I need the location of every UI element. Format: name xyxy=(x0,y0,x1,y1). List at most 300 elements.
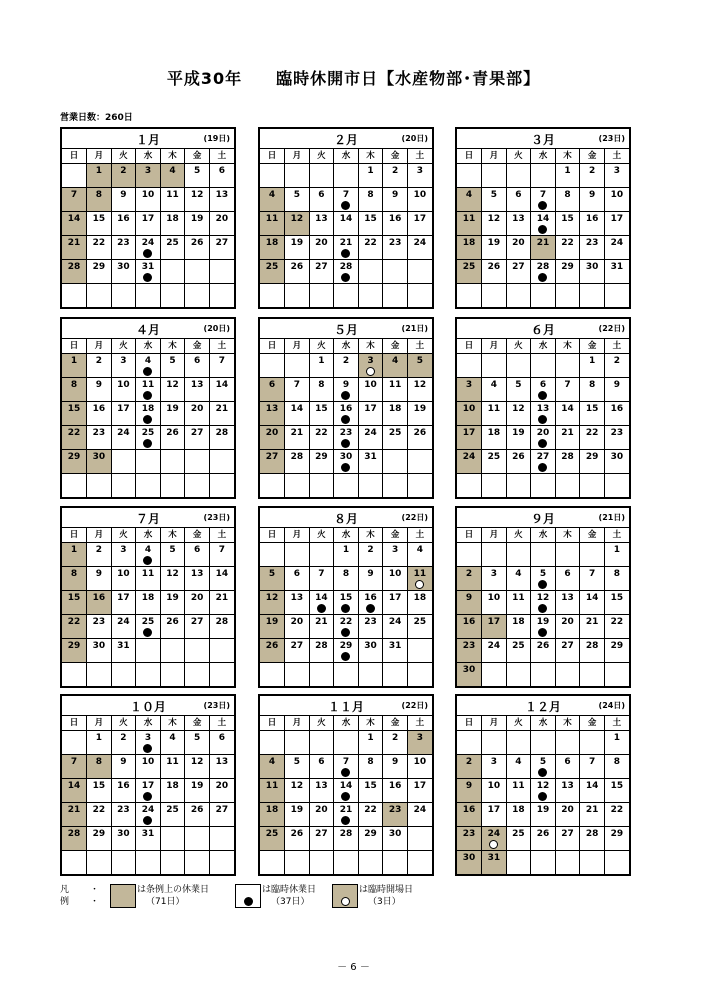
day-number: 27 xyxy=(215,805,229,815)
empty-cell xyxy=(555,284,580,308)
day-cell xyxy=(580,591,605,615)
day-number: 14 xyxy=(561,404,574,414)
day-number: 6 xyxy=(218,166,226,176)
empty-cell xyxy=(309,284,334,308)
weekday-header: 金 xyxy=(580,528,605,543)
empty-cell xyxy=(160,450,185,474)
day-cell xyxy=(309,402,334,426)
weekday-header: 木 xyxy=(555,149,580,164)
day-cell xyxy=(531,779,556,803)
day-number: 8 xyxy=(342,569,350,579)
day-cell xyxy=(260,755,285,779)
weekday-header: 水 xyxy=(531,528,556,543)
month-name: １０月 xyxy=(129,700,166,714)
day-number: 16 xyxy=(610,404,624,414)
day-number: 13 xyxy=(536,404,550,414)
day-cell xyxy=(260,827,285,851)
empty-cell xyxy=(531,731,556,755)
day-cell xyxy=(580,212,605,236)
day-number: 27 xyxy=(265,452,279,462)
month-name: １月 xyxy=(135,133,160,147)
day-number: 8 xyxy=(588,380,596,390)
day-number: 2 xyxy=(120,166,127,176)
empty-cell xyxy=(160,851,185,875)
month-calendar xyxy=(455,506,631,688)
day-number: 24 xyxy=(487,641,501,651)
empty-cell xyxy=(309,474,334,498)
month-header xyxy=(62,319,234,339)
day-number: 28 xyxy=(585,829,599,839)
month-calendar xyxy=(60,694,236,876)
day-cell xyxy=(87,755,112,779)
day-cell xyxy=(111,188,136,212)
day-number: 5 xyxy=(539,569,547,579)
weekday-header: 水 xyxy=(531,716,556,731)
day-cell xyxy=(87,402,112,426)
empty-cell xyxy=(506,284,531,308)
day-number: 23 xyxy=(92,428,106,438)
day-number: 8 xyxy=(613,757,621,767)
weekday-header: 月 xyxy=(87,339,112,354)
day-cell xyxy=(136,827,161,851)
day-number: 27 xyxy=(561,641,574,651)
day-number: 7 xyxy=(70,757,78,767)
day-number: 27 xyxy=(512,262,525,272)
day-cell xyxy=(383,402,408,426)
day-cell xyxy=(209,402,234,426)
month-calendar xyxy=(455,694,631,876)
empty-cell xyxy=(285,543,310,567)
empty-cell xyxy=(209,450,234,474)
day-number: 12 xyxy=(265,593,279,603)
day-number: 7 xyxy=(342,190,350,200)
empty-cell xyxy=(383,474,408,498)
day-cell xyxy=(506,755,531,779)
day-cell xyxy=(285,260,310,284)
weekday-header: 火 xyxy=(111,149,136,164)
day-number: 3 xyxy=(144,166,152,176)
weekday-header: 月 xyxy=(285,528,310,543)
month-table xyxy=(260,339,432,497)
weekday-header: 日 xyxy=(457,528,482,543)
empty-cell xyxy=(260,663,285,687)
day-cell xyxy=(506,779,531,803)
day-cell xyxy=(482,779,507,803)
day-number: 26 xyxy=(413,428,427,438)
empty-cell xyxy=(209,474,234,498)
empty-cell xyxy=(285,474,310,498)
day-number: 26 xyxy=(190,238,204,248)
empty-cell xyxy=(334,474,359,498)
weekday-header: 月 xyxy=(482,716,507,731)
day-number: 18 xyxy=(388,404,402,414)
closed-dot-icon xyxy=(538,604,547,613)
weekday-header: 木 xyxy=(160,528,185,543)
day-cell xyxy=(62,615,87,639)
day-number: 13 xyxy=(512,214,525,224)
day-cell xyxy=(383,755,408,779)
month-header xyxy=(62,129,234,149)
day-number: 25 xyxy=(141,428,155,438)
day-number: 11 xyxy=(141,569,155,579)
day-number: 17 xyxy=(487,617,501,627)
empty-cell xyxy=(555,851,580,875)
day-number: 30 xyxy=(462,853,476,863)
day-number: 6 xyxy=(515,190,522,200)
day-number: 15 xyxy=(610,593,624,603)
day-number: 12 xyxy=(536,781,550,791)
day-cell xyxy=(309,591,334,615)
day-number: 14 xyxy=(67,781,81,791)
day-cell xyxy=(555,567,580,591)
day-number: 1 xyxy=(342,545,350,555)
day-number: 11 xyxy=(512,781,525,791)
weekday-header: 月 xyxy=(482,149,507,164)
day-cell xyxy=(62,827,87,851)
day-number: 19 xyxy=(190,214,204,224)
day-cell xyxy=(531,426,556,450)
day-number: 20 xyxy=(265,428,279,438)
closed-dot-icon xyxy=(143,391,152,400)
day-cell xyxy=(160,731,185,755)
day-number: 9 xyxy=(391,757,399,767)
day-number: 25 xyxy=(141,617,155,627)
day-cell xyxy=(185,615,210,639)
day-cell xyxy=(604,212,629,236)
day-cell xyxy=(87,164,112,188)
empty-cell xyxy=(383,663,408,687)
weekday-header: 火 xyxy=(309,528,334,543)
day-number: 31 xyxy=(388,641,402,651)
closed-dot-icon xyxy=(341,652,350,661)
day-number: 25 xyxy=(512,829,525,839)
day-number: 10 xyxy=(388,569,402,579)
weekday-header: 土 xyxy=(209,149,234,164)
day-number: 11 xyxy=(487,404,501,414)
day-cell xyxy=(531,402,556,426)
month-calendar xyxy=(60,506,236,688)
day-cell xyxy=(62,212,87,236)
day-number: 22 xyxy=(561,238,574,248)
legend-label: 凡 例 xyxy=(60,885,70,907)
day-number: 26 xyxy=(166,617,179,627)
day-number: 4 xyxy=(268,190,276,200)
closed-dot-icon xyxy=(143,816,152,825)
weekday-header: 水 xyxy=(136,716,161,731)
day-cell xyxy=(62,779,87,803)
day-cell xyxy=(111,236,136,260)
day-number: 13 xyxy=(315,781,328,791)
weekday-header: 水 xyxy=(136,339,161,354)
empty-cell xyxy=(209,284,234,308)
day-number: 28 xyxy=(215,428,229,438)
day-cell xyxy=(87,639,112,663)
day-cell xyxy=(87,354,112,378)
day-number: 24 xyxy=(487,829,501,839)
day-cell xyxy=(407,402,432,426)
day-cell xyxy=(87,779,112,803)
day-cell xyxy=(604,543,629,567)
closed-dot-icon xyxy=(341,439,350,448)
day-cell xyxy=(260,212,285,236)
closed-dot-icon xyxy=(538,415,547,424)
day-cell xyxy=(580,188,605,212)
month-day-count: (21日) xyxy=(401,324,428,333)
weekday-header: 月 xyxy=(87,528,112,543)
day-cell xyxy=(87,731,112,755)
day-cell xyxy=(87,567,112,591)
day-number: 3 xyxy=(416,733,424,743)
day-number: 3 xyxy=(391,545,399,555)
day-cell xyxy=(531,591,556,615)
empty-cell xyxy=(285,284,310,308)
day-cell xyxy=(62,188,87,212)
day-number: 24 xyxy=(610,238,624,248)
day-cell xyxy=(457,591,482,615)
day-cell xyxy=(604,402,629,426)
day-number: 28 xyxy=(215,617,229,627)
empty-cell xyxy=(185,639,210,663)
weekday-header: 金 xyxy=(383,528,408,543)
empty-cell xyxy=(136,474,161,498)
day-number: 22 xyxy=(92,238,106,248)
day-cell xyxy=(555,827,580,851)
closed-dot-icon xyxy=(366,604,375,613)
empty-cell xyxy=(604,663,629,687)
day-number: 31 xyxy=(141,262,155,272)
empty-cell xyxy=(111,851,136,875)
day-cell xyxy=(358,827,383,851)
empty-cell xyxy=(383,284,408,308)
day-number: 12 xyxy=(166,569,179,579)
empty-cell xyxy=(285,663,310,687)
day-cell xyxy=(111,615,136,639)
day-cell xyxy=(580,779,605,803)
empty-cell xyxy=(482,474,507,498)
day-number: 14 xyxy=(215,380,229,390)
day-cell xyxy=(285,378,310,402)
day-number: 26 xyxy=(290,262,304,272)
day-cell xyxy=(260,567,285,591)
day-number: 4 xyxy=(391,356,399,366)
day-cell xyxy=(604,803,629,827)
empty-cell xyxy=(87,284,112,308)
weekday-header: 木 xyxy=(555,528,580,543)
month-name: ９月 xyxy=(530,512,555,526)
day-cell xyxy=(482,755,507,779)
day-number: 20 xyxy=(315,805,328,815)
month-calendar xyxy=(60,127,236,309)
weekday-header: 火 xyxy=(309,716,334,731)
closed-dot-icon xyxy=(143,556,152,565)
empty-cell xyxy=(482,284,507,308)
day-number: 29 xyxy=(315,452,328,462)
day-number: 25 xyxy=(512,641,525,651)
empty-cell xyxy=(160,284,185,308)
day-cell xyxy=(383,188,408,212)
day-number: 2 xyxy=(465,569,473,579)
empty-cell xyxy=(407,260,432,284)
empty-cell xyxy=(407,851,432,875)
day-cell xyxy=(209,803,234,827)
day-number: 5 xyxy=(293,190,300,200)
day-cell xyxy=(209,354,234,378)
day-number: 22 xyxy=(610,805,624,815)
month-calendar xyxy=(258,317,434,499)
empty-cell xyxy=(383,450,408,474)
day-number: 21 xyxy=(215,404,229,414)
day-cell xyxy=(407,426,432,450)
day-number: 8 xyxy=(70,569,78,579)
weekday-header: 土 xyxy=(407,528,432,543)
day-number: 22 xyxy=(67,428,81,438)
day-number: 2 xyxy=(613,356,621,366)
day-cell xyxy=(506,591,531,615)
day-cell xyxy=(506,212,531,236)
day-number: 19 xyxy=(536,805,550,815)
day-cell xyxy=(260,779,285,803)
day-number: 28 xyxy=(315,641,328,651)
day-cell xyxy=(358,567,383,591)
day-number: 14 xyxy=(585,781,599,791)
day-cell xyxy=(136,755,161,779)
day-cell xyxy=(531,188,556,212)
day-cell xyxy=(358,755,383,779)
month-name: ３月 xyxy=(530,133,555,147)
empty-cell xyxy=(407,450,432,474)
month-table xyxy=(62,339,234,497)
day-number: 6 xyxy=(193,545,201,555)
day-cell xyxy=(580,755,605,779)
weekday-header: 火 xyxy=(309,149,334,164)
empty-cell xyxy=(457,731,482,755)
day-cell xyxy=(531,236,556,260)
day-number: 7 xyxy=(588,757,596,767)
day-number: 22 xyxy=(610,617,624,627)
day-cell xyxy=(555,755,580,779)
day-number: 2 xyxy=(342,356,350,366)
day-cell xyxy=(580,378,605,402)
day-cell xyxy=(160,615,185,639)
day-cell xyxy=(604,591,629,615)
day-number: 1 xyxy=(613,545,621,555)
day-cell xyxy=(334,402,359,426)
day-cell xyxy=(604,188,629,212)
day-cell xyxy=(506,260,531,284)
day-cell xyxy=(358,426,383,450)
day-cell xyxy=(604,354,629,378)
day-number: 12 xyxy=(536,593,550,603)
day-number: 8 xyxy=(564,190,571,200)
day-cell xyxy=(209,543,234,567)
day-number: 26 xyxy=(536,829,550,839)
day-cell xyxy=(482,378,507,402)
weekday-header: 日 xyxy=(457,716,482,731)
day-number: 2 xyxy=(391,166,399,176)
day-number: 17 xyxy=(487,805,501,815)
empty-cell xyxy=(531,474,556,498)
day-number: 17 xyxy=(141,781,155,791)
day-number: 3 xyxy=(144,733,152,743)
day-number: 26 xyxy=(166,428,179,438)
empty-cell xyxy=(555,474,580,498)
empty-cell xyxy=(482,543,507,567)
day-cell xyxy=(407,212,432,236)
day-number: 9 xyxy=(465,781,473,791)
day-number: 18 xyxy=(413,593,427,603)
day-number: 29 xyxy=(339,641,353,651)
empty-cell xyxy=(111,450,136,474)
day-number: 12 xyxy=(166,380,179,390)
day-number: 11 xyxy=(512,593,525,603)
day-cell xyxy=(383,354,408,378)
day-number: 12 xyxy=(413,380,427,390)
day-cell xyxy=(185,188,210,212)
day-number: 15 xyxy=(364,214,377,224)
day-number: 16 xyxy=(117,781,130,791)
empty-cell xyxy=(185,474,210,498)
day-cell xyxy=(580,164,605,188)
day-cell xyxy=(604,755,629,779)
weekday-header: 火 xyxy=(506,528,531,543)
day-number: 23 xyxy=(388,238,402,248)
closed-dot-icon xyxy=(538,628,547,637)
empty-cell xyxy=(309,663,334,687)
day-cell xyxy=(285,236,310,260)
day-cell xyxy=(185,779,210,803)
day-number: 6 xyxy=(539,380,547,390)
empty-cell xyxy=(457,543,482,567)
day-cell xyxy=(309,378,334,402)
day-cell xyxy=(407,803,432,827)
day-number: 11 xyxy=(166,757,179,767)
day-cell xyxy=(160,543,185,567)
empty-cell xyxy=(531,354,556,378)
closed-dot-icon xyxy=(143,273,152,282)
day-number: 6 xyxy=(564,757,571,767)
empty-cell xyxy=(580,543,605,567)
day-number: 5 xyxy=(169,545,176,555)
day-number: 29 xyxy=(92,829,106,839)
day-number: 9 xyxy=(391,190,399,200)
closed-dot-icon xyxy=(143,792,152,801)
day-cell xyxy=(383,164,408,188)
closed-dot-icon xyxy=(143,415,152,424)
month-header xyxy=(457,129,629,149)
day-cell xyxy=(555,236,580,260)
day-cell xyxy=(383,803,408,827)
day-number: 14 xyxy=(290,404,304,414)
weekday-header: 木 xyxy=(160,339,185,354)
day-cell xyxy=(506,567,531,591)
day-cell xyxy=(160,755,185,779)
day-number: 27 xyxy=(190,617,204,627)
day-number: 30 xyxy=(585,262,599,272)
empty-cell xyxy=(260,731,285,755)
day-number: 16 xyxy=(339,404,353,414)
day-number: 8 xyxy=(70,380,78,390)
weekday-header: 金 xyxy=(383,149,408,164)
month-header xyxy=(62,508,234,528)
operating-days: 営業日数：260日 xyxy=(60,113,133,123)
day-number: 22 xyxy=(339,617,353,627)
day-number: 8 xyxy=(95,190,102,200)
weekday-header: 土 xyxy=(407,339,432,354)
day-number: 16 xyxy=(388,781,402,791)
empty-cell xyxy=(531,284,556,308)
day-cell xyxy=(209,755,234,779)
day-number: 24 xyxy=(141,805,155,815)
